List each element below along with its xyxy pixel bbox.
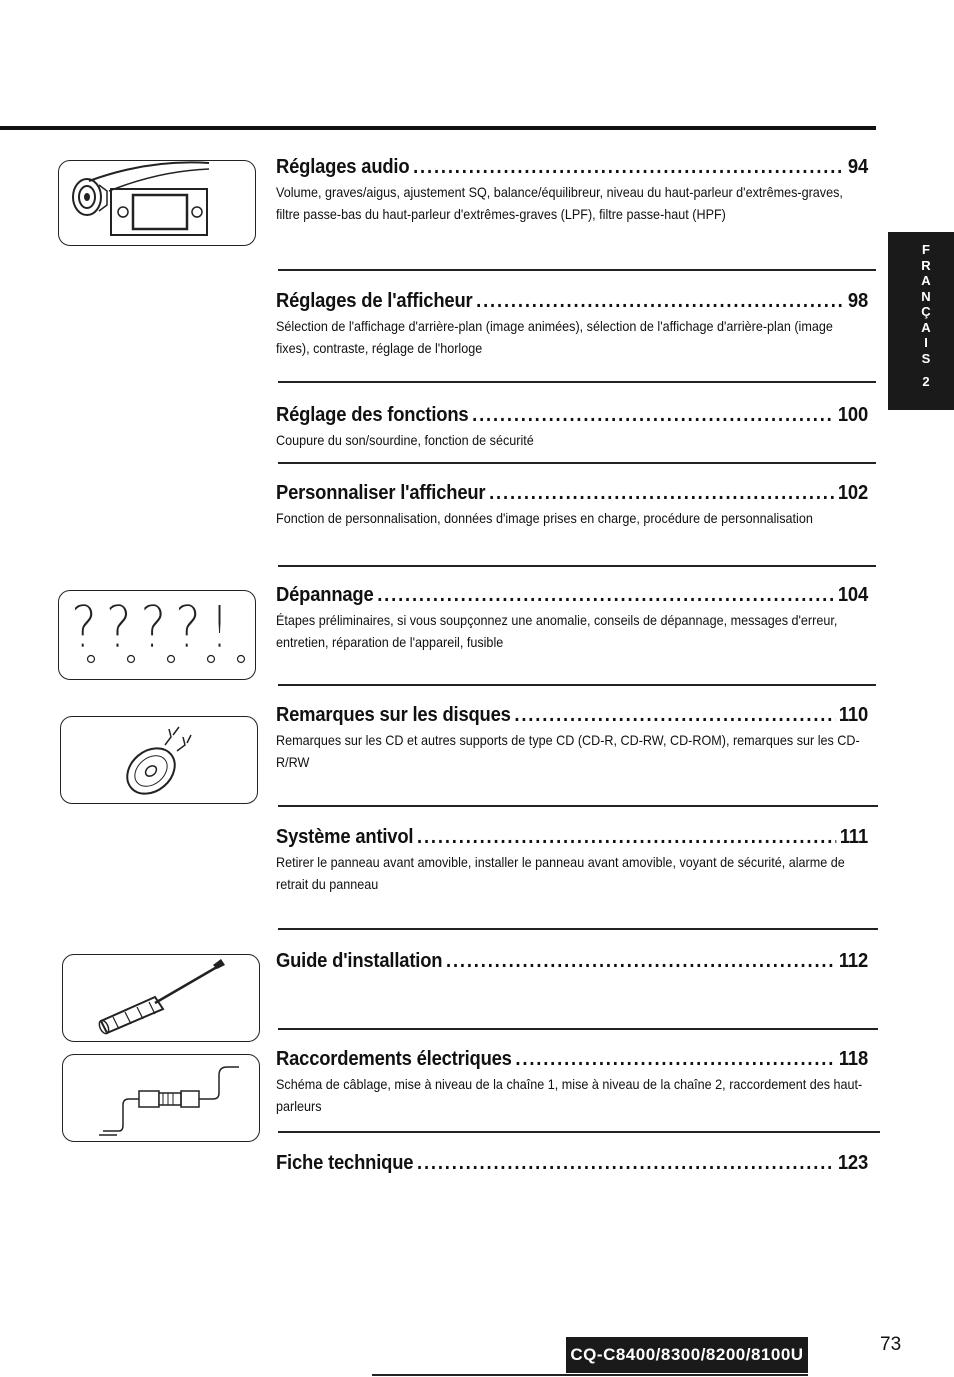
top-rule: [0, 126, 876, 130]
disc-illustration: [60, 716, 258, 804]
entry-page: 98: [847, 290, 869, 312]
toc-entry-reglage-fonctions[interactable]: [276, 404, 868, 451]
entry-description: Sélection de l'affichage d'arrière-plan (image animées), sélection de l'affichage d'arrière-plan (image fixes), contraste, réglage de l'horloge: [276, 318, 833, 356]
toc-entry-guide-installation[interactable]: [276, 950, 868, 975]
toc-entry-remarques-disques[interactable]: [276, 704, 868, 773]
tab-letter: I: [924, 335, 928, 350]
entry-page: 100: [837, 404, 869, 426]
wiring-illustration: [62, 1054, 260, 1142]
entry-description: Étapes préliminaires, si vous soupçonnez une anomalie, conseils de dépannage, messages d'erreur, entretien, réparation de l'appareil, fusible: [276, 612, 838, 650]
entry-title: Remarques sur les disques: [276, 704, 511, 726]
entry-title: Fiche technique: [276, 1152, 414, 1174]
question-marks-icon: ????!: [70, 593, 238, 661]
entry-description: Fonction de personnalisation, données d'image prises en charge, procédure de personnalisation: [276, 510, 813, 526]
entry-description: Schéma de câblage, mise à niveau de la chaîne 1, mise à niveau de la chaîne 2, raccordement des haut-parleurs: [276, 1076, 863, 1114]
installation-illustration: [62, 954, 260, 1042]
toc-entry-raccordements-electriques[interactable]: [276, 1048, 868, 1117]
entry-title: Système antivol: [276, 826, 414, 848]
toc-entry-fiche-technique[interactable]: [276, 1152, 868, 1177]
tab-letter: N: [921, 288, 931, 304]
separator: [278, 684, 876, 686]
connector-icon: [63, 1055, 259, 1141]
troubleshooting-illustration: [58, 590, 256, 680]
entry-description: Retirer le panneau avant amovible, installer le panneau avant amovible, voyant de sécurité, alarme de retrait du panneau: [276, 854, 845, 892]
screwdriver-icon: [63, 955, 259, 1041]
separator: [278, 565, 876, 567]
entry-title: Réglage des fonctions: [276, 404, 469, 426]
entry-page: 111: [839, 826, 869, 848]
entry-title: Guide d'installation: [276, 950, 443, 972]
language-tab: [888, 232, 954, 410]
separator: [278, 381, 876, 383]
separator: [278, 928, 878, 930]
tab-letter: Ç: [921, 304, 931, 319]
entry-page: 118: [838, 1048, 869, 1070]
tab-letter: R: [921, 257, 931, 273]
entry-page: 123: [837, 1152, 869, 1174]
entry-page: 104: [837, 584, 869, 606]
separator: [278, 805, 878, 807]
entry-description: Remarques sur les CD et autres supports de type CD (CD-R, CD-RW, CD-ROM), remarques sur les CD-R/RW: [276, 732, 860, 770]
disc-icon: [61, 717, 257, 803]
page-number: 73: [880, 1334, 902, 1355]
tab-letter: S: [921, 350, 931, 366]
tab-letter: F: [922, 242, 930, 257]
tab-letter: A: [921, 319, 931, 335]
entry-title: Réglages audio: [276, 156, 410, 178]
toc-entry-reglages-audio[interactable]: [276, 156, 868, 225]
toc-entry-depannage[interactable]: [276, 584, 868, 653]
tab-letter: 2: [922, 374, 930, 389]
model-number-banner: CQ-C8400/8300/8200/8100U: [566, 1337, 808, 1373]
separator: [278, 1028, 878, 1030]
entry-page: 94: [847, 156, 869, 178]
toc-entry-systeme-antivol[interactable]: [276, 826, 868, 895]
entry-title: Dépannage: [276, 584, 374, 606]
tab-letter: A: [921, 273, 931, 288]
entry-description: Coupure du son/sourdine, fonction de sécurité: [276, 432, 534, 448]
entry-title: Raccordements électriques: [276, 1048, 512, 1070]
bottom-rule: [372, 1374, 808, 1376]
entry-page: 102: [837, 482, 869, 504]
separator: [278, 1131, 880, 1133]
toc-entry-personnaliser-afficheur[interactable]: [276, 482, 868, 529]
toc-entry-reglages-afficheur[interactable]: [276, 290, 868, 359]
entry-title: Personnaliser l'afficheur: [276, 482, 486, 504]
separator: [278, 269, 876, 271]
entry-page: 112: [838, 950, 869, 972]
entry-title: Réglages de l'afficheur: [276, 290, 473, 312]
audio-illustration: [58, 160, 256, 246]
entry-description: Volume, graves/aigus, ajustement SQ, balance/équilibreur, niveau du haut-parleur d'extrêmes-graves, filtre passe-bas du haut-parleur d'extrêmes-graves (LPF), filtre passe-haut (HPF): [276, 184, 843, 222]
speaker-unit-icon: [59, 161, 255, 245]
separator: [278, 462, 876, 464]
entry-page: 110: [838, 704, 869, 726]
